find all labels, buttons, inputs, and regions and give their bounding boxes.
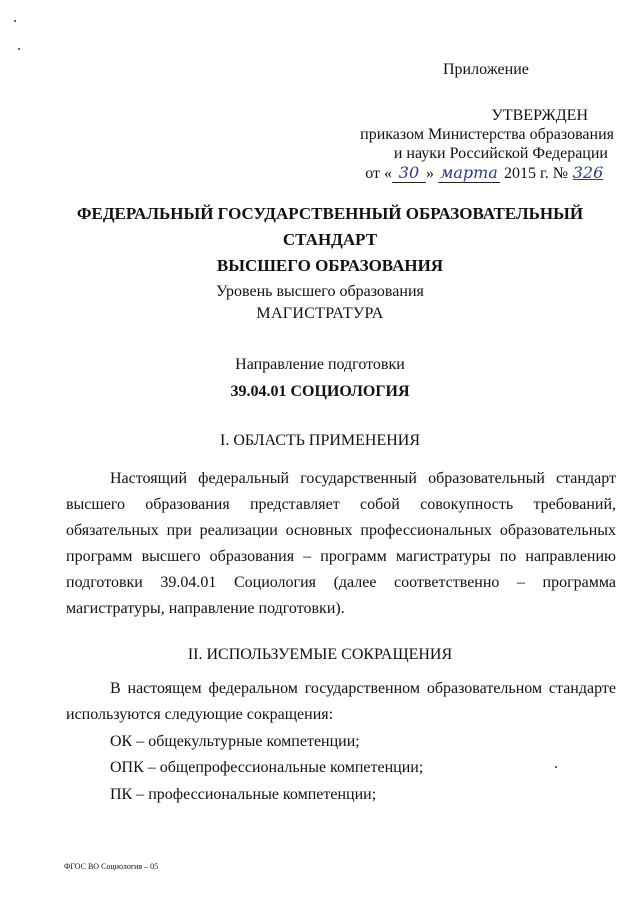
date-prefix: от « bbox=[365, 165, 392, 182]
standard-title-line-2: ВЫСШЕГО ОБРАЗОВАНИЯ bbox=[216, 256, 444, 275]
order-line-2: и науки Российской Федерации bbox=[393, 145, 608, 162]
direction-value: 39.04.01 СОЦИОЛОГИЯ bbox=[230, 383, 410, 400]
date-year: 2015 г. № bbox=[503, 165, 568, 182]
section-1-paragraph: Настоящий федеральный государственный образовательный стандарт высшего образования представляет собой совокупность требований, обязательных при реализации основных профессиональных образовательных программ высшего образования – программ магистратуры по направлению подготовки 39.04.01 Социология (далее соответственно – программа магистратуры, направление подготовки). bbox=[66, 470, 616, 617]
approval-block bbox=[360, 106, 620, 183]
standard-title-line-1: ФЕДЕРАЛЬНЫЙ ГОСУДАРСТВЕННЫЙ ОБРАЗОВАТЕЛЬНЫЙ СТАНДАРТ bbox=[76, 204, 584, 249]
scan-speck bbox=[14, 20, 16, 22]
order-date-line bbox=[360, 163, 620, 183]
scan-speck bbox=[555, 766, 557, 768]
direction-label: Направление подготовки bbox=[235, 356, 405, 373]
section-1-heading: I. ОБЛАСТЬ ПРИМЕНЕНИЯ bbox=[219, 432, 421, 449]
appendix-label: Приложение bbox=[443, 61, 529, 78]
footer-text: ФГОС ВО Социология – 05 bbox=[64, 862, 159, 871]
handwritten-order-number: 326 bbox=[572, 163, 604, 182]
education-level-label: Уровень высшего образования bbox=[216, 283, 424, 300]
section-2-heading: II. ИСПОЛЬЗУЕМЫЕ СОКРАЩЕНИЯ bbox=[187, 646, 453, 663]
approved-label: УТВЕРЖДЕН bbox=[491, 107, 588, 124]
scan-speck bbox=[18, 48, 20, 50]
abbreviation-item: ПК – профессиональные компетенции; bbox=[110, 786, 377, 803]
handwritten-month: марта bbox=[438, 163, 500, 183]
date-mid: » bbox=[425, 165, 434, 182]
abbreviation-item: ОК – общекультурные компетенции; bbox=[110, 733, 360, 750]
abbreviation-item: ОПК – общепрофессиональные компетенции; bbox=[110, 759, 424, 776]
standard-title bbox=[40, 201, 620, 279]
order-line-1: приказом Министерства образования bbox=[360, 126, 614, 143]
handwritten-day: 30 bbox=[392, 163, 426, 183]
education-level-value: МАГИСТРАТУРА bbox=[256, 305, 384, 322]
section-2-intro: В настоящем федеральном государственном образовательном стандарте используются следующие сокращения: bbox=[66, 680, 616, 723]
